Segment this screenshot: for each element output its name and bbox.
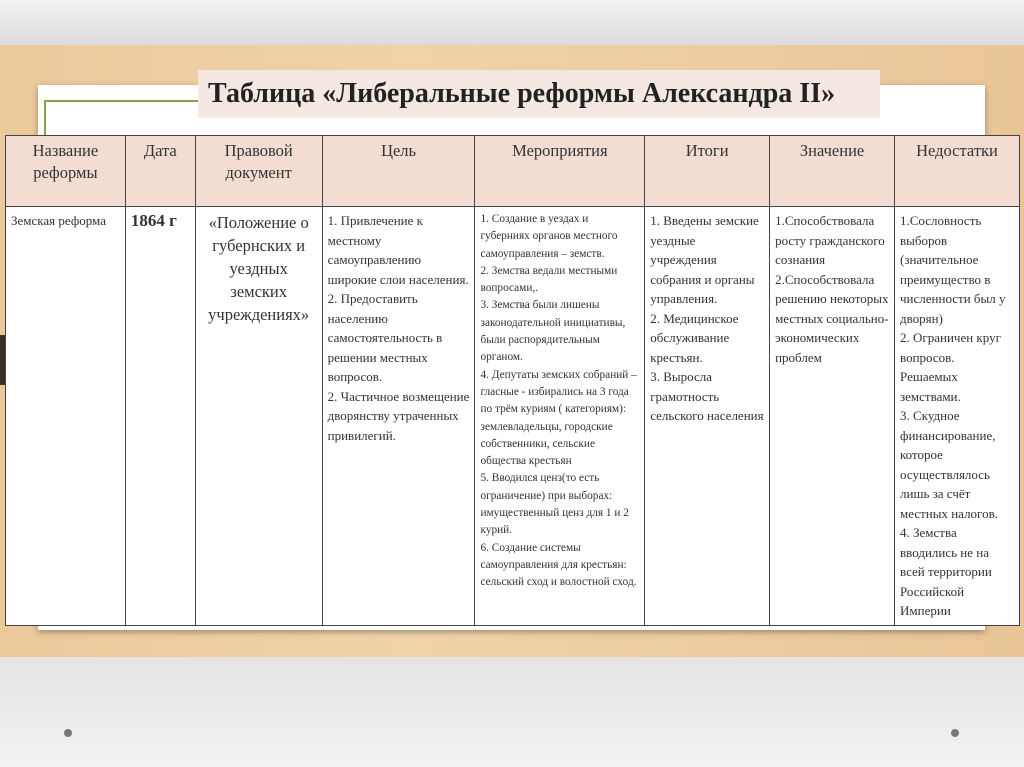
header-results: Итоги — [645, 136, 770, 207]
cell-results: 1. Введены земские уездные учреждения собрания и органы управления. 2. Медицинское обслуживание крестьян. 3. Выросла грамотность сельского населения — [645, 207, 770, 626]
cell-document: «Положение о губернских и уездных земских учреждениях» — [195, 207, 322, 626]
decor-dot-left — [64, 729, 72, 737]
slide-title: Таблица «Либеральные реформы Александра II» — [198, 70, 880, 118]
header-date: Дата — [125, 136, 195, 207]
header-measures: Мероприятия — [475, 136, 645, 207]
header-drawbacks: Недостатки — [895, 136, 1020, 207]
cell-date: 1864 г — [125, 207, 195, 626]
decor-dot-right — [951, 729, 959, 737]
decor-line-vertical — [44, 100, 46, 136]
cell-name: Земская реформа — [6, 207, 126, 626]
header-name: Название реформы — [6, 136, 126, 207]
header-significance: Значение — [770, 136, 895, 207]
header-document: Правовой документ — [195, 136, 322, 207]
reforms-table — [5, 135, 1020, 626]
cell-drawbacks: 1.Сословность выборов (значительное преимущество в численности был у дворян) 2. Ограничен круг вопросов. Решаемых земствами. 3. Скудное финансирование, которое осуществлялось лишь за счёт местных налогов. 4. Земства вводились не на всей территории Российской Империи — [895, 207, 1020, 626]
cell-measures: 1. Создание в уездах и губерниях органов местного самоуправления – земств. 2. Земства ведали местными вопросами,. 3. Земства были лишены законодательной инициативы, были распорядительным органом. 4. Депутаты земских собраний – гласные - избирались на 3 года по трём куриям ( категориям): землевладельцы, городские собственники, сельские общества крестьян 5. Вводился ценз(то есть ограничение) при выборах: имущественный ценз для 1 и 2 курий. 6. Создание системы самоуправления для крестьян: сельский сход и волостной сход. — [475, 207, 645, 626]
cell-goal: 1. Привлечение к местному самоуправлению широкие слои населения. 2. Предоставить населению самостоятельность в решении местных вопросов. 2. Частичное возмещение дворянству утраченных привилегий. — [322, 207, 475, 626]
decor-line — [44, 100, 204, 102]
slide-top-band — [0, 0, 1024, 45]
cell-significance: 1.Способствовала росту гражданского сознания 2.Способствовала решению некоторых местных социально-экономических проблем — [770, 207, 895, 626]
table-row — [6, 207, 1020, 626]
header-goal: Цель — [322, 136, 475, 207]
slide-bottom-band — [0, 657, 1024, 767]
table-header-row — [6, 136, 1020, 207]
